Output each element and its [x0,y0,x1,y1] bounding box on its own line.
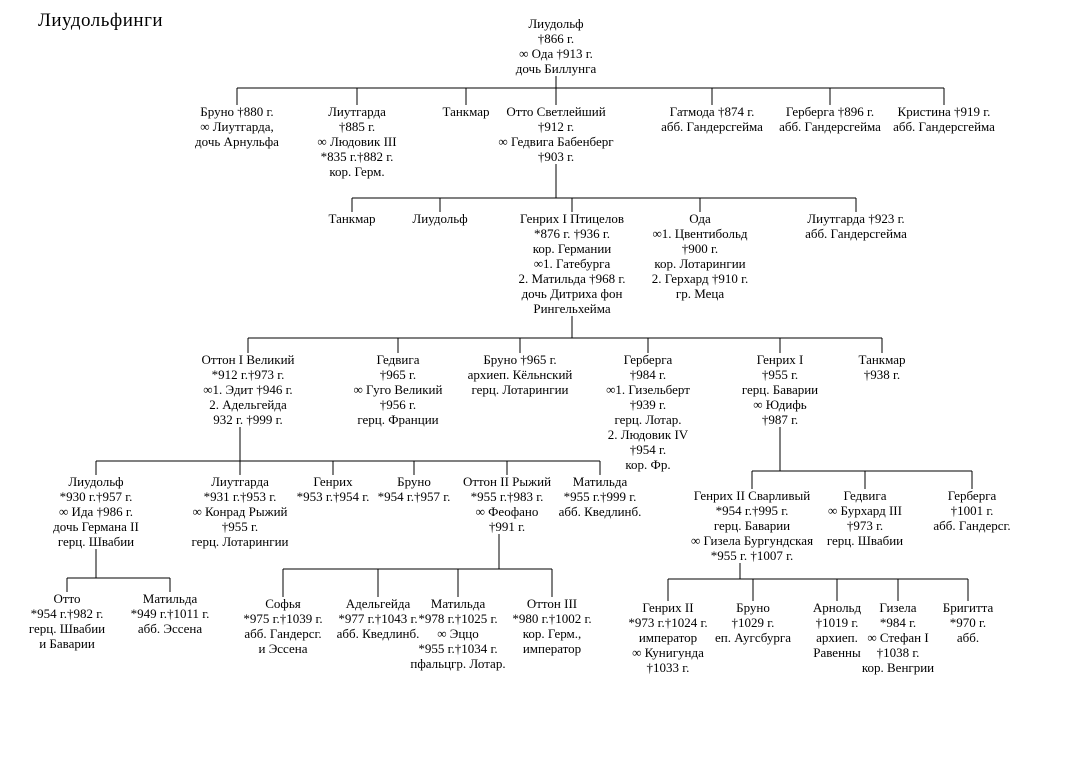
person-text-line: Адельгейда [345,596,411,611]
person-text-line: *955 г. †1007 г. [710,548,794,563]
person-text-line: Отто [53,591,81,606]
person-text-line: Гедвига [376,352,420,367]
person-text-line: ∞ Феофано [475,504,539,519]
person-text-line: *835 г.†882 г. [320,149,394,164]
person-text-line: *953 г.†954 г. [296,489,370,504]
person-text-line: †1029 г. [731,615,775,630]
person-text-line: император [638,630,698,645]
person-text-line: абб. Кведлинб. [336,626,420,641]
person-text-line: Ода [689,211,711,226]
person-brigitta [943,600,994,645]
person-text-line: дочь Арнульфа [195,134,279,149]
person-text-line: *876 г. †936 г. [534,226,610,241]
person-text-line: 2. Герхард †910 г. [651,271,749,286]
person-tankmar2 [328,211,375,226]
person-otto-svetl [498,104,613,164]
person-text-line: и Баварии [39,636,95,651]
person-text-line: ∞1. Гатебурга [533,256,611,271]
person-text-line: архиеп. Кёльнский [467,367,573,382]
person-text-line: ∞1. Гизельберт [606,382,690,397]
person-matilda-ezzo [410,596,505,671]
person-text-line: †955 г. [221,519,259,534]
person-text-line: абб. Гандерсгейма [805,226,907,241]
person-text-line: Равенны [813,645,861,660]
person-text-line: Оттон II Рыжий [462,474,552,489]
person-text-line: Матильда [572,474,628,489]
person-text-line: ∞1. Эдит †946 г. [203,382,293,397]
person-gatmoda [661,104,763,134]
person-text-line: †956 г. [379,397,417,412]
person-sofia [243,596,322,656]
person-hedwiga [354,352,443,427]
person-text-line: Бруно [397,474,431,489]
person-text-line: абб. Гандерсгейма [661,119,763,134]
person-text-line: Матильда [430,596,486,611]
person-kristina [893,104,995,134]
person-text-line: †885 г. [338,119,376,134]
person-text-line: ∞ Гуго Великий [353,382,443,397]
person-text-line: ∞ Гедвига Бабенберг [498,134,614,149]
person-text-line: герц. Лотарингии [191,534,289,549]
person-text-line: абб. Гандерсгейма [893,119,995,134]
person-text-line: ∞ Юдифь [753,397,807,412]
person-matilda-kv [559,474,642,519]
person-text-line: кор. Лотарингии [654,256,746,271]
person-text-line: Софья [265,596,301,611]
person-text-line: Генрих II Сварливый [693,488,811,503]
person-text-line: кор. Венгрии [861,660,935,675]
person-heinrich2-svar [691,488,813,563]
person-text-line: Танкмар [442,104,490,119]
person-text-line: дочь Германа II [53,519,139,534]
person-text-line: дочь Дитриха фон [521,286,623,301]
person-text-line: †984 г. [629,367,667,382]
person-text-line: *977 г.†1043 г. [338,611,418,626]
person-otton1 [202,352,295,427]
person-text-line: еп. Аугсбурга [715,630,791,645]
person-text-line: Герберга †896 г. [785,104,875,119]
person-text-line: †1001 г. [950,503,994,518]
person-text-line: Лиудольф [412,211,468,226]
person-text-line: кор. Фр. [625,457,671,472]
person-text-line: *975 г.†1039 г. [243,611,323,626]
person-text-line: ∞ Ода †913 г. [519,46,593,61]
person-text-line: ∞ Стефан I [867,630,929,645]
person-text-line: Кристина †919 г. [897,104,991,119]
person-text-line: Гатмода †874 г. [669,104,755,119]
person-text-line: Бруно †880 г. [200,104,274,119]
person-text-line: ∞ Лиутгарда, [200,119,274,134]
person-text-line: герц. Швабии [28,621,106,636]
person-text-line: *970 г. [949,615,987,630]
person-text-line: 2. Матильда †968 г. [518,271,626,286]
person-text-line: дочь Биллунга [515,61,597,76]
person-text-line: †1033 г. [646,660,690,675]
person-otton3imp [512,596,591,656]
person-text-line: †955 г. [761,367,799,382]
person-text-line: Герберга [623,352,673,367]
person-text-line: *984 г. [879,615,917,630]
person-text-line: Гизела [879,600,917,615]
person-text-line: ∞ Эццо [437,626,479,641]
person-text-line: пфальцгр. Лотар. [410,656,506,671]
person-text-line: *912 г.†973 г. [211,367,285,382]
person-text-line: †1038 г. [876,645,920,660]
person-text-line: ∞ Кунигунда [632,645,704,660]
person-text-line: *949 г.†1011 г. [130,606,210,621]
person-gizela [862,600,934,675]
person-text-line: герц. Лотар. [614,412,682,427]
person-arnold [813,600,861,660]
person-text-line: †938 г. [863,367,901,382]
person-text-line: Оттон I Великий [201,352,295,367]
person-text-line: Бруно [736,600,770,615]
person-text-line: Лиутгарда [328,104,386,119]
person-text-line: Генрих II [642,600,694,615]
person-text-line: †912 г. [537,119,575,134]
person-text-line: ∞ Людовик III [317,134,397,149]
person-text-line: архиеп. [816,630,858,645]
person-text-line: герц. Швабии [826,533,904,548]
person-text-line: абб. [956,630,980,645]
person-text-line: ∞1. Цвентибольд [652,226,748,241]
person-text-line: †991 г. [488,519,526,534]
person-text-line: герц. Франции [357,412,439,427]
person-bruno2 [468,352,573,397]
person-text-line: герц. Швабии [57,534,135,549]
person-text-line: Отто Светлейший [506,104,606,119]
person-text-line: *931 г.†953 г. [203,489,277,504]
person-text-line: Гедвига [843,488,887,503]
person-text-line: 2. Адельгейда [209,397,287,412]
person-text-line: Бригитта [942,600,994,615]
person-hedwiga2 [827,488,903,548]
person-gerberga3 [933,488,1010,533]
person-text-line: Лиутгарда [211,474,269,489]
person-text-line: гр. Меца [675,286,725,301]
person-text-line: Танкмар [858,352,906,367]
page-title: Лиудольфинги [38,10,164,31]
person-text-line: кор. Германии [532,241,612,256]
person-liutgarda1 [317,104,396,179]
person-text-line: Рингельхейма [533,301,611,316]
person-text-line: абб. Гандерсг. [933,518,1011,533]
person-bruno4 [715,600,791,645]
person-text-line: *954 г.†995 г. [715,503,789,518]
person-tankmar3 [858,352,905,382]
person-text-line: император [522,641,582,656]
person-text-line: *973 г.†1024 г. [628,615,708,630]
person-bruno1 [195,104,279,149]
person-text-line: Танкмар [328,211,376,226]
person-text-line: Лиутгарда †923 г. [807,211,905,226]
person-text-line: †900 г. [681,241,719,256]
person-text-line: Генрих I [756,352,804,367]
person-text-line: кор. Герм. [329,164,385,179]
person-text-line: *930 г.†957 г. [59,489,133,504]
person-text-line: Оттон III [526,596,578,611]
person-otton2 [463,474,551,534]
person-matilda-essen [131,591,210,636]
person-text-line: *955 г.†1034 г. [418,641,498,656]
person-text-line: герц. Баварии [741,382,819,397]
person-text-line: †973 г. [846,518,884,533]
person-text-line: †866 г. [537,31,575,46]
person-text-line: ∞ Гизела Бургундская [690,533,814,548]
person-gerberga2 [606,352,690,472]
person-oda2 [652,211,748,301]
person-text-line: †1019 г. [815,615,859,630]
person-text-line: Бруно †965 г. [483,352,557,367]
person-text-line: *954 г.†957 г. [377,489,451,504]
person-text-line: 932 г. †999 г. [213,412,283,427]
person-liudolf-root [516,16,596,76]
person-text-line: ∞ Бурхард III [828,503,902,518]
person-gerberga1 [779,104,881,134]
person-text-line: Арнольд [812,600,862,615]
person-heinrich2-imp [628,600,707,675]
person-text-line: *955 г.†983 г. [470,489,544,504]
person-otto3 [29,591,105,651]
person-text-line: Матильда [142,591,198,606]
person-text-line: *980 г.†1002 г. [512,611,592,626]
person-text-line: абб. Гандерсг. [244,626,322,641]
person-text-line: абб. Эссена [137,621,203,636]
person-text-line: герц. Баварии [713,518,791,533]
person-text-line: *955 г.†999 г. [563,489,637,504]
person-adelheida2 [337,596,420,641]
person-text-line: абб. Кведлинб. [558,504,642,519]
person-text-line: 2. Людовик IV [607,427,689,442]
person-text-line: Герберга [947,488,997,503]
person-text-line: кор. Герм., [522,626,582,641]
person-text-line: *978 г.†1025 г. [418,611,498,626]
person-text-line: Генрих [313,474,353,489]
person-text-line: †987 г. [761,412,799,427]
person-text-line: ∞ Конрад Рыжий [192,504,288,519]
person-liudolf3 [53,474,139,549]
person-text-line: ∞ Ида †986 г. [59,504,133,519]
person-text-line: и Эссена [258,641,308,656]
person-text-line: Лиудольф [528,16,584,31]
person-text-line: †954 г. [629,442,667,457]
person-text-line: †939 г. [629,397,667,412]
person-liutgarda3 [192,474,289,549]
person-tankmar1 [442,104,489,119]
person-text-line: *954 г.†982 г. [30,606,104,621]
person-bruno3 [378,474,451,504]
person-text-line: †903 г. [537,149,575,164]
person-text-line: абб. Гандерсгейма [779,119,881,134]
person-liutgarda2 [805,211,907,241]
person-text-line: †965 г. [379,367,417,382]
person-heinrich1-bav [742,352,818,427]
person-text-line: герц. Лотарингии [471,382,569,397]
person-liudolf2 [412,211,467,226]
person-text-line: Генрих I Птицелов [520,211,624,226]
person-heinrich-ch [297,474,370,504]
person-text-line: Лиудольф [68,474,124,489]
person-heinrich1-ptic [518,211,625,316]
